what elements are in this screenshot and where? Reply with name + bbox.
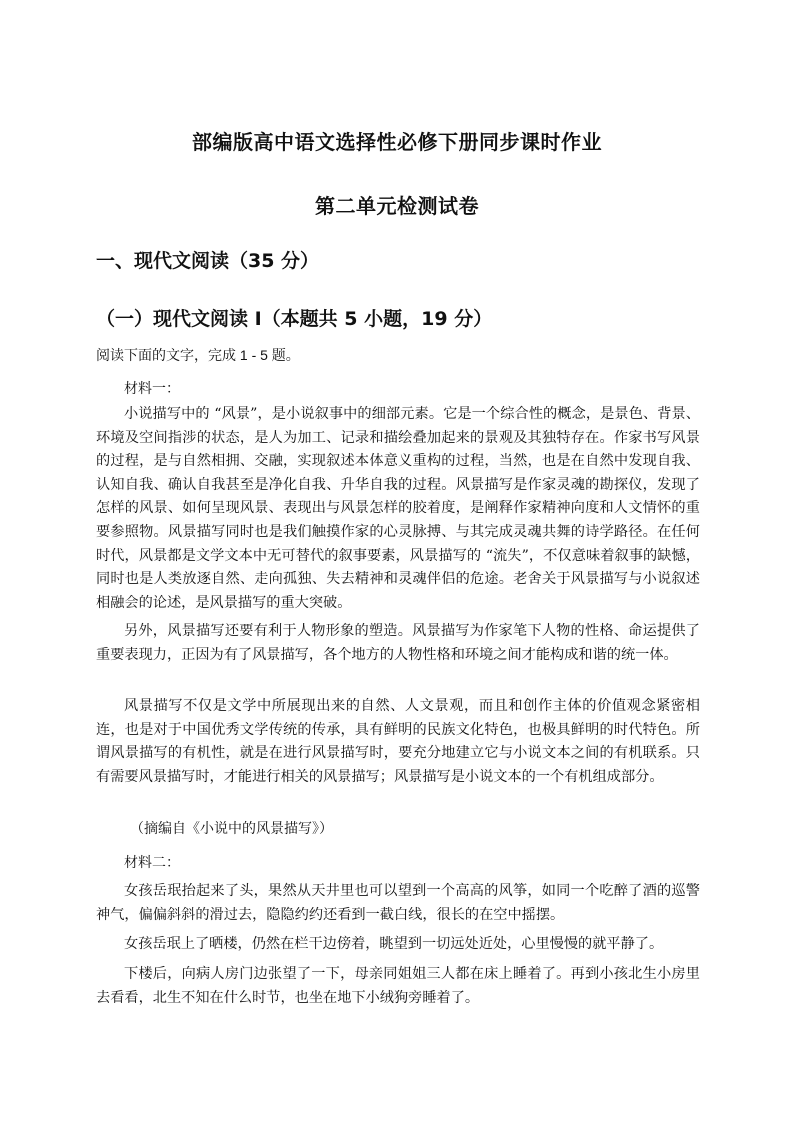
subsection-heading: （一）现代文阅读 Ⅰ（本题共 5 小题，19 分） <box>96 308 493 330</box>
material-one-paragraph: 另外，风景描写还要有利于人物形象的塑造。风景描写为作家笔下人物的性格、命运提供了重要表现力，正因为有了风景描写，各个地方的人物性格和环境之间才能构成和谐的统一体。 <box>96 623 700 663</box>
material-one-label: 材料一： <box>124 381 180 397</box>
material-one-paragraph: 小说描写中的 “风景”，是小说叙事中的细部元素。它是一个综合性的概念，是景色、背景、环境及空间指涉的状态，是人为加工、记录和描绘叠加起来的景观及其独特存在。作家书写风景的过程，是与自然相拥、交融，实现叙述本体意义重构的过程，当然，也是在自然中发现自我、认知自我、确认自我甚至是净化自我、升华自我的过程。风景描写是作家灵魂的勘探仪，发现了怎样的风景、如何呈现风景、表现出与风景怎样的胶着度，是阐释作家精神向度和人文情怀的重要参照物。风景描写同时也是我们触摸作家的心灵脉搏、与其完成灵魂共舞的诗学路径。在任何时代，风景都是文学文本中无可替代的叙事要素，风景描写的 “流失”，不仅意味着叙事的缺憾，同时也是人类放逐自然、走向孤独、失去精神和灵魂伴侣的危途。老舍关于风景描写与小说叙述相融会的论述，是风景描写的重大突破。 <box>96 406 700 611</box>
material-two-paragraph: 女孩岳珉抬起来了头，果然从天井里也可以望到一个高高的风筝，如同一个吃醉了酒的巡警神气，偏偏斜斜的滑过去，隐隐约约还看到一截白线，很长的在空中摇摆。 <box>96 883 700 923</box>
document-subtitle: 第二单元检测试卷 <box>315 194 479 218</box>
material-two-paragraph: 下楼后，向病人房门边张望了一下，母亲同姐姐三人都在床上睡着了。再到小孩北生小房里去看看，北生不知在什么时节，也坐在地下小绒狗旁睡着了。 <box>96 966 700 1006</box>
material-one-paragraph: 风景描写不仅是文学中所展现出来的自然、人文景观，而且和创作主体的价值观念紧密相连，也是对于中国优秀文学传统的传承，具有鲜明的民族文化特色，也极具鲜明的时代特色。所谓风景描写的有机性，就是在进行风景描写时，要充分地建立它与小说文本之间的有机联系。只有需要风景描写时，才能进行相关的风景描写；风景描写是小说文本的一个有机组成部分。 <box>96 698 700 785</box>
section-heading: 一、现代文阅读（35 分） <box>96 250 320 272</box>
material-two-paragraph: 女孩岳珉上了晒楼，仍然在栏干边傍着，眺望到一切远处近处，心里慢慢的就平静了。 <box>124 936 664 952</box>
document-title: 部编版高中语文选择性必修下册同步课时作业 <box>192 130 602 154</box>
reading-instruction: 阅读下面的文字，完成 1 - 5 题。 <box>96 347 300 363</box>
material-one-source: （摘编自《小说中的风景描写》） <box>130 821 333 837</box>
material-two-label: 材料二： <box>124 855 180 871</box>
